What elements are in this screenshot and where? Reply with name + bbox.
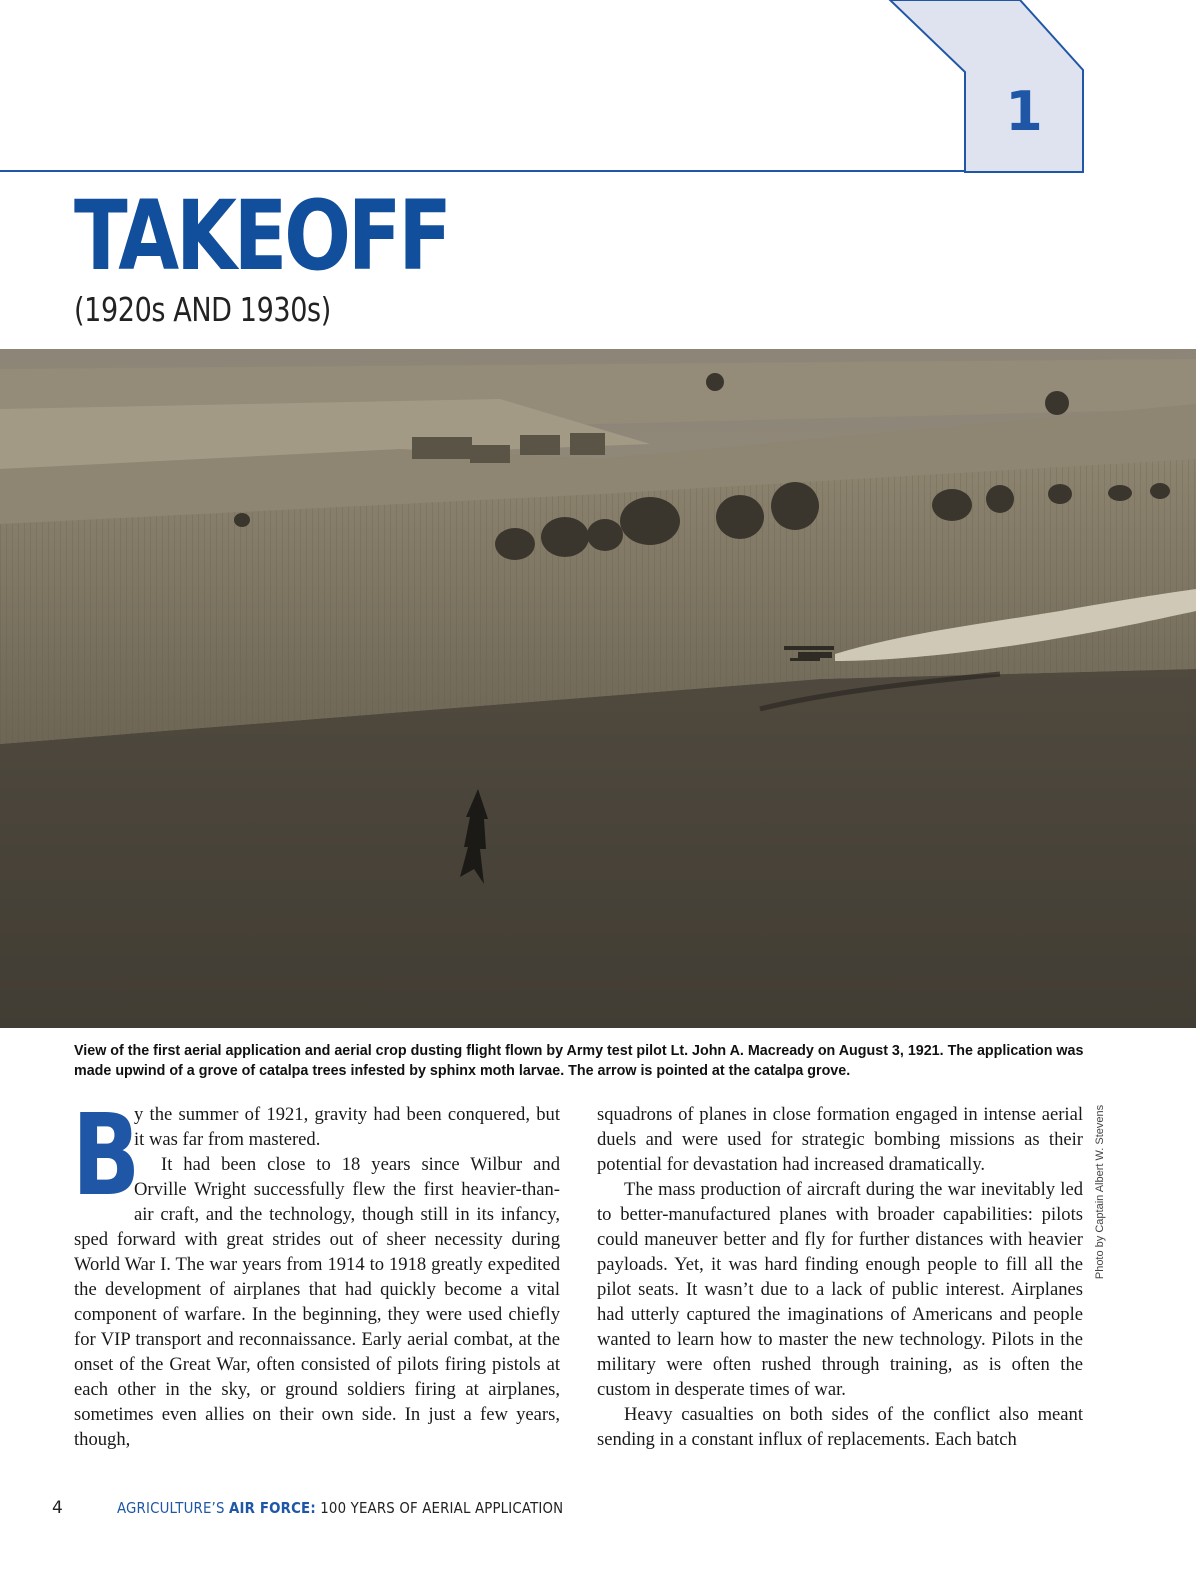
aerial-photo [0,349,1196,1028]
body-paragraph: y the summer of 1921, gravity had been conquered, but it was far from mastered. [134,1104,560,1150]
running-title-part2: AIR FORCE: [229,1499,316,1517]
chapter-title: TAKEOFF [74,180,449,292]
photo-caption: View of the first aerial application and aerial crop dusting flight flown by Army test pilot Lt. John A. Macready on August 3, 1921. The application was made upwind of a grove of catalpa trees infested by sphinx moth larvae. The arrow is pointed at the catalpa grove. [74,1043,1084,1079]
body-paragraph: The mass production of aircraft during the war inevitably led to better-manufactured planes with broader capabilities: pilots could maneuver better and fly for further distances with heavier payloads. Yet, it was hard finding enough people to fill all the pilot seats. It wasn’t due to a lack of public interest. Airplanes had utterly captured the imaginations of Americans and people wanted to learn how to master the new technology. Pilots in the military were often rushed through training, as is often the custom in desperate times of war. [597,1179,1083,1400]
body-paragraph: Heavy casualties on both sides of the conflict also meant sending in a constant influx of replacements. Each batch [597,1404,1083,1450]
page-number: 4 [52,1498,63,1518]
running-title-part3: 100 YEARS OF AERIAL APPLICATION [320,1499,564,1517]
chapter-number: 1 [1005,80,1043,143]
header-rule [0,170,966,172]
running-title-part1: AGRICULTURE’S [117,1499,225,1517]
chapter-subtitle: (1920s AND 1930s) [74,290,331,329]
page-footer [0,1498,1200,1522]
running-title [117,1499,563,1517]
photo-credit: Photo by Captain Albert W. Stevens [1094,1104,1106,1280]
body-paragraph: It had been close to 18 years since Wilbur and Orville Wright successfully flew the first heavier-than-air craft, and the technology, though still in its infancy, sped forward with great strides out of sheer necessity during World War I. The war years from 1914 to 1918 greatly expedited the development of airplanes that had quickly become a vital component of warfare. In the beginning, they were used chiefly for VIP transport and reconnaissance. Early aerial combat, at the onset of the Great War, often consisted of pilots firing pistols at each other in the sky, or ground soldiers firing at airplanes, sometimes even allies on their own side. In just a few years, though, [74,1154,560,1450]
body-column-right [597,1102,1083,1452]
body-paragraph: squadrons of planes in close formation engaged in intense aerial duels and were used for strategic bombing missions as their potential for devastation had increased dramatically. [597,1104,1083,1175]
drop-cap: B [72,1091,141,1221]
body-column-left [72,1091,560,1452]
